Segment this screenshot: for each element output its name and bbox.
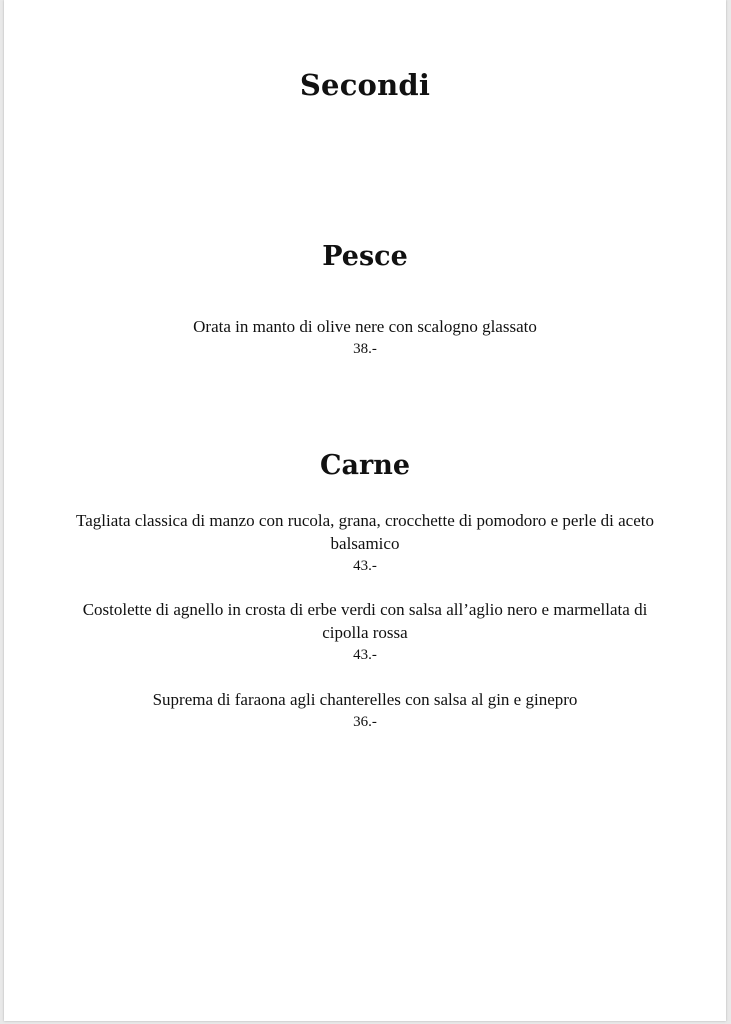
menu-item <box>64 315 666 361</box>
menu-item-description: Costolette di agnello in crosta di erbe verdi con salsa all’aglio nero e marmellata di cipolla rossa <box>82 600 648 642</box>
menu-item <box>64 688 666 734</box>
menu-item-price: 43.- <box>353 647 377 663</box>
menu-item-price: 36.- <box>353 714 377 730</box>
menu-item <box>64 509 666 578</box>
menu-item-description: Orata in manto di olive nere con scalogno glassato <box>193 317 537 336</box>
menu-item-description: Tagliata classica di manzo con rucola, grana, crocchette di pomodoro e perle di aceto balsamico <box>76 511 654 553</box>
menu-item-description: Suprema di faraona agli chanterelles con salsa al gin e ginepro <box>152 690 578 709</box>
section-title-carne: Carne <box>319 450 411 481</box>
page-title: Secondi <box>299 68 431 102</box>
menu-item-price: 43.- <box>353 558 377 574</box>
menu-page <box>4 0 726 1021</box>
menu-item <box>64 598 666 667</box>
section-title-pesce: Pesce <box>322 241 408 272</box>
menu-item-price: 38.- <box>353 341 377 357</box>
